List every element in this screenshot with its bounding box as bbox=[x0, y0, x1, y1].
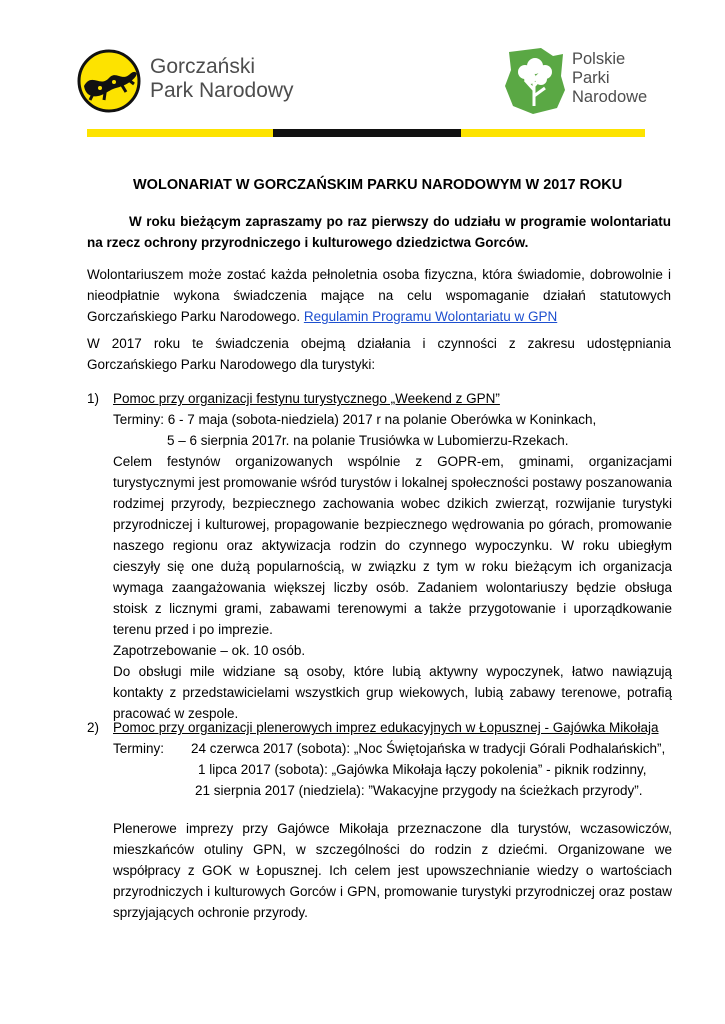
document-title: WOLONARIAT W GORCZAŃSKIM PARKU NARODOWYM W 2017 ROKU bbox=[133, 177, 623, 193]
intro-paragraph: W roku bieżącym zapraszamy po raz pierwszy do udziału w programie wolontariatu na rzecz ochrony przyrodniczego i kulturowego dziedzictwa Gorców. bbox=[87, 214, 671, 250]
item2-term2: 1 lipca 2017 (sobota): „Gajówka Mikołaja łączy pokolenia” - piknik rodzinny, bbox=[198, 762, 647, 777]
item2-heading: Pomoc przy organizacji plenerowych imprez edukacyjnych w Łopusznej - Gajówka Mikołaja bbox=[113, 720, 659, 735]
gpn-logo-text bbox=[150, 55, 294, 103]
item1-number: 1) bbox=[87, 391, 100, 406]
item2-term1: 24 czerwca 2017 (sobota): „Noc Świętojańska w tradycji Górali Podhalańskich”, bbox=[191, 741, 666, 756]
gpn-logo-line2: Park Narodowy bbox=[150, 79, 294, 102]
tree-logo-icon bbox=[503, 46, 567, 116]
eligibility-text: Wolontariuszem może zostać każda pełnoletnia osoba fizyczna, która świadomie, dobrowolnie i nieodpłatnie wykona świadczenia mające na celu wspomaganie działań statutowych Gorczańskiego Parku Narodowego. bbox=[87, 267, 671, 324]
divider-yellow-left bbox=[87, 129, 273, 137]
ppn-logo-line2: Parki bbox=[572, 69, 610, 87]
item1-heading: Pomoc przy organizacji festynu turystycznego „Weekend z GPN” bbox=[113, 391, 500, 406]
item2-number: 2) bbox=[87, 720, 100, 735]
eligibility-paragraph bbox=[87, 264, 671, 327]
item1-welcome: Do obsługi mile widziane są osoby, które lubią aktywny wypoczynek, łatwo nawiązują kontakty z przedstawicielami wszystkich grup wiekowych, lubią zabawy terenowe, potrafią pracować w zespole. bbox=[113, 664, 672, 721]
item1-terms-line1: Terminy: 6 - 7 maja (sobota-niedziela) 2017 r na polanie Oberówka w Koninkach, bbox=[113, 412, 597, 427]
ppn-logo-text bbox=[572, 50, 647, 107]
divider-black bbox=[273, 129, 461, 137]
scope-paragraph: W 2017 roku te świadczenia obejmą działania i czynności z zakresu udostępniania Gorczańskiego Parku Narodowego dla turystyki: bbox=[87, 336, 671, 372]
gpn-logo-line1: Gorczański bbox=[150, 55, 256, 78]
item2-terms-label: Terminy: bbox=[113, 741, 165, 756]
divider-yellow-right bbox=[461, 129, 645, 137]
salamander-logo-icon bbox=[76, 42, 144, 120]
ppn-logo-line3: Narodowe bbox=[572, 88, 648, 106]
item1-terms-line2: 5 – 6 sierpnia 2017r. na polanie Trusiówka w Lubomierzu-Rzekach. bbox=[167, 433, 569, 448]
item1-description: Celem festynów organizowanych wspólnie z GOPR-em, gminami, organizacjami turystycznymi jest promowanie wśród turystów i lokalnej społeczności postawy poszanowania rodzimej przyrody, bezpiecznego zachowania wobec dzikich zwierząt, rozwijanie turystyki przyrodniczej i kulturowej, propagowanie bezpiecznego wędrowania po górach, promowanie naszego regionu oraz aktywizacja rodzin do czynnego wypoczynku. W roku ubiegłym cieszyły się one dużą popularnością, w związku z tym w roku bieżącym ich organizacja wymaga zaangażowania większej liczby osób. Zadaniem wolontariuszy będzie obsługa stoisk z licznymi grami, zabawami terenowymi a także przygotowanie i uporządkowanie terenu przed i po imprezie. bbox=[113, 454, 672, 637]
item1-body bbox=[113, 451, 672, 724]
ppn-logo-line1: Polskie bbox=[572, 50, 626, 68]
item2-term3: 21 sierpnia 2017 (niedziela): ”Wakacyjne przygody na ścieżkach przyrody”. bbox=[195, 783, 643, 798]
regulations-link[interactable]: Regulamin Programu Wolontariatu w GPN bbox=[303, 309, 558, 324]
item1-demand: Zapotrzebowanie – ok. 10 osób. bbox=[113, 643, 306, 658]
item2-description: Plenerowe imprezy przy Gajówce Mikołaja przeznaczone dla turystów, wczasowiczów, mieszkańców otuliny GPN, w szczególności do rodzin z dziećmi. Organizowane we współpracy z GOK w Łopusznej. Ich celem jest upowszechnianie wiedzy o wartościach przyrodniczych i kulturowych Gorców i GPN, promowanie turystyki przyrodniczej oraz postaw sprzyjających ochronie przyrody. bbox=[113, 821, 672, 920]
